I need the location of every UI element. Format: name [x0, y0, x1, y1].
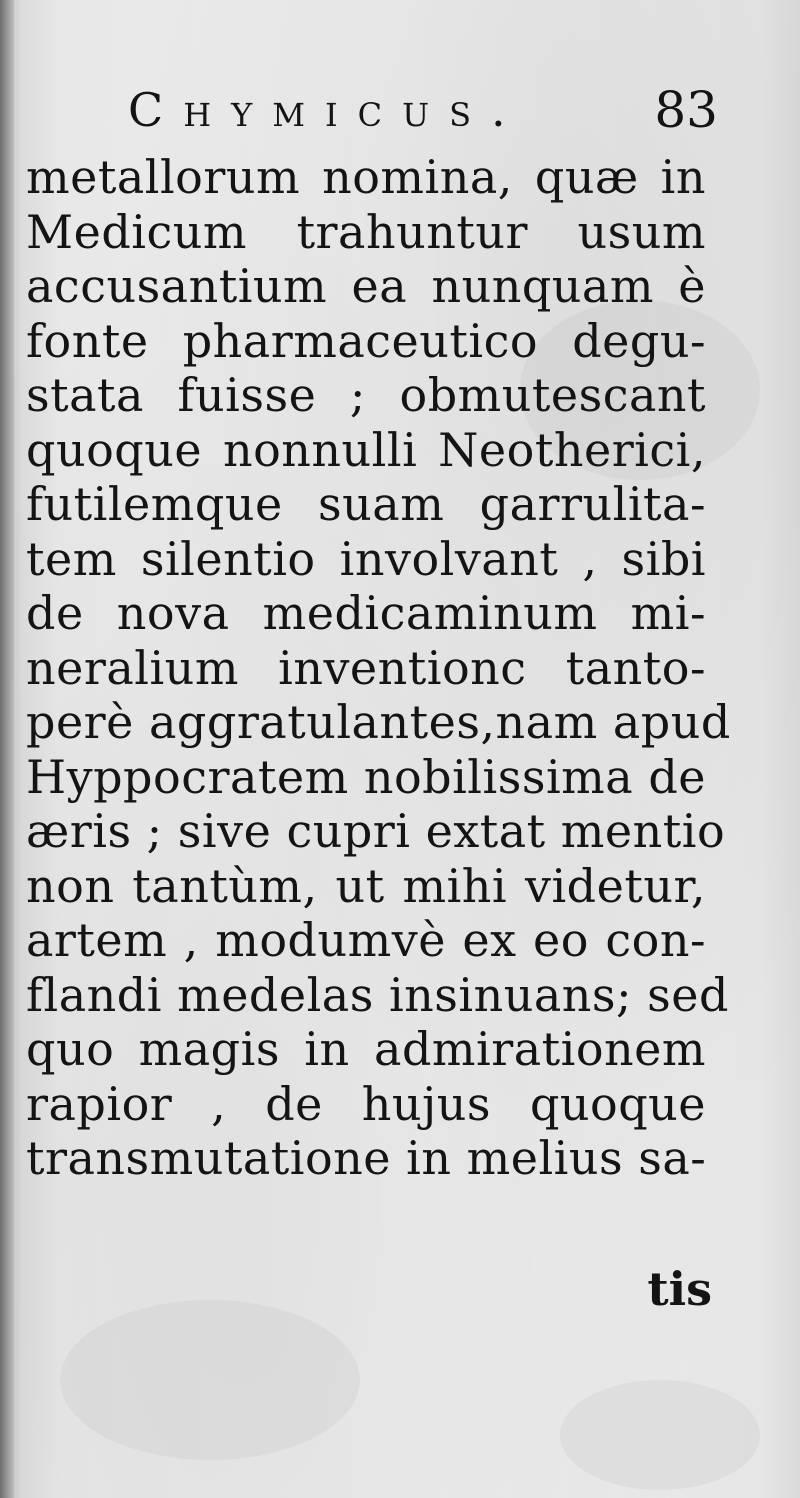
text-line: fonte pharmaceutico degu- [26, 313, 706, 368]
text-line: non tantùm, ut mihi videtur, [26, 858, 706, 913]
text-line: metallorum nomina, quæ in [26, 150, 706, 204]
binding-shadow [0, 0, 14, 1498]
text-line: stata fuisse ; obmutescant [26, 368, 706, 422]
text-line: quo magis in admirationem [26, 1022, 706, 1076]
text-line: tem silentio involvant , sibi [26, 531, 706, 586]
body-text [26, 150, 731, 1186]
text-line: æris ; sive cupri extat mentio [26, 804, 726, 858]
text-line: artem , modumvè ex eo con- [26, 913, 706, 967]
text-line: transmutatione in melius sa- [26, 1131, 707, 1185]
text-line: Hyppocratem nobilissima de [26, 749, 706, 804]
text-line: futilemque suam garrulita- [26, 477, 706, 531]
page-header [128, 80, 718, 140]
text-line: neralium inventionc tanto- [26, 640, 706, 695]
running-title: Chymicus. [128, 83, 526, 137]
catchword-row [647, 1262, 712, 1316]
catchword: tis [647, 1262, 712, 1316]
text-line: perè aggratulantes,nam apud [26, 695, 731, 749]
paper-stain [560, 1380, 760, 1490]
text-line: Medicum trahuntur usum [26, 204, 706, 259]
text-line: rapior , de hujus quoque [26, 1076, 706, 1131]
text-line: de nova medicaminum mi- [26, 586, 706, 640]
paper-stain [60, 1300, 360, 1460]
page-number: 83 [654, 81, 718, 139]
text-line: accusantium ea nunquam è [26, 259, 706, 313]
text-line: flandi medelas insinuans; sed [26, 967, 729, 1022]
text-line: quoque nonnulli Neotherici, [26, 422, 706, 477]
